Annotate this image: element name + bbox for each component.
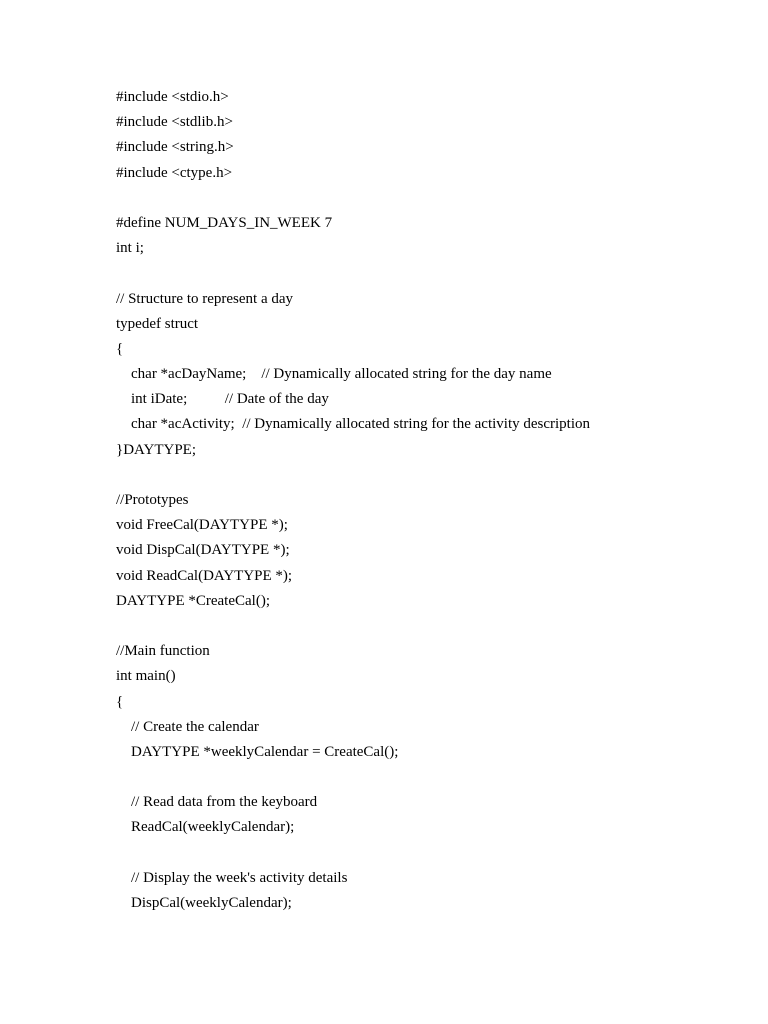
code-line: #define NUM_DAYS_IN_WEEK 7 — [116, 214, 333, 231]
code-line: // Display the week's activity details — [116, 869, 348, 886]
code-line — [116, 261, 736, 286]
code-line: { — [116, 340, 124, 357]
code-line: #include <stdio.h> — [116, 89, 229, 105]
code-line: //Prototypes — [116, 492, 189, 508]
code-line — [116, 841, 736, 866]
code-line: // Read data from the keyboard — [116, 794, 318, 811]
code-line — [116, 463, 736, 488]
code-line: void ReadCal(DAYTYPE *); — [116, 567, 293, 584]
code-line — [116, 765, 736, 790]
code-line: void FreeCal(DAYTYPE *); — [116, 517, 288, 534]
code-line: void DispCal(DAYTYPE *); — [116, 542, 290, 559]
code-line: DispCal(weeklyCalendar); — [116, 895, 292, 911]
code-line: DAYTYPE *weeklyCalendar = CreateCal(); — [116, 743, 399, 760]
code-line: #include <stdlib.h> — [116, 114, 233, 131]
code-line: { — [116, 693, 124, 710]
code-line: int iDate; // Date of the day — [116, 391, 329, 408]
code-line: char *acDayName; // Dynamically allocated string for the day name — [116, 366, 552, 383]
code-line: #include <string.h> — [116, 139, 234, 156]
code-line — [116, 186, 736, 211]
code-line: char *acActivity; // Dynamically allocated string for the activity description — [116, 416, 591, 433]
code-line: int main() — [116, 668, 176, 685]
code-line: }DAYTYPE; — [116, 441, 196, 458]
code-line: //Main function — [116, 643, 210, 660]
code-line — [116, 614, 736, 639]
code-line: // Create the calendar — [116, 718, 259, 735]
code-line: // Structure to represent a day — [116, 290, 294, 307]
code-line: ReadCal(weeklyCalendar); — [116, 819, 295, 836]
code-line: DAYTYPE *CreateCal(); — [116, 592, 270, 609]
code-listing — [116, 85, 736, 916]
code-line: typedef struct — [116, 315, 199, 332]
code-line: int i; — [116, 240, 144, 257]
code-line: #include <ctype.h> — [116, 164, 233, 181]
